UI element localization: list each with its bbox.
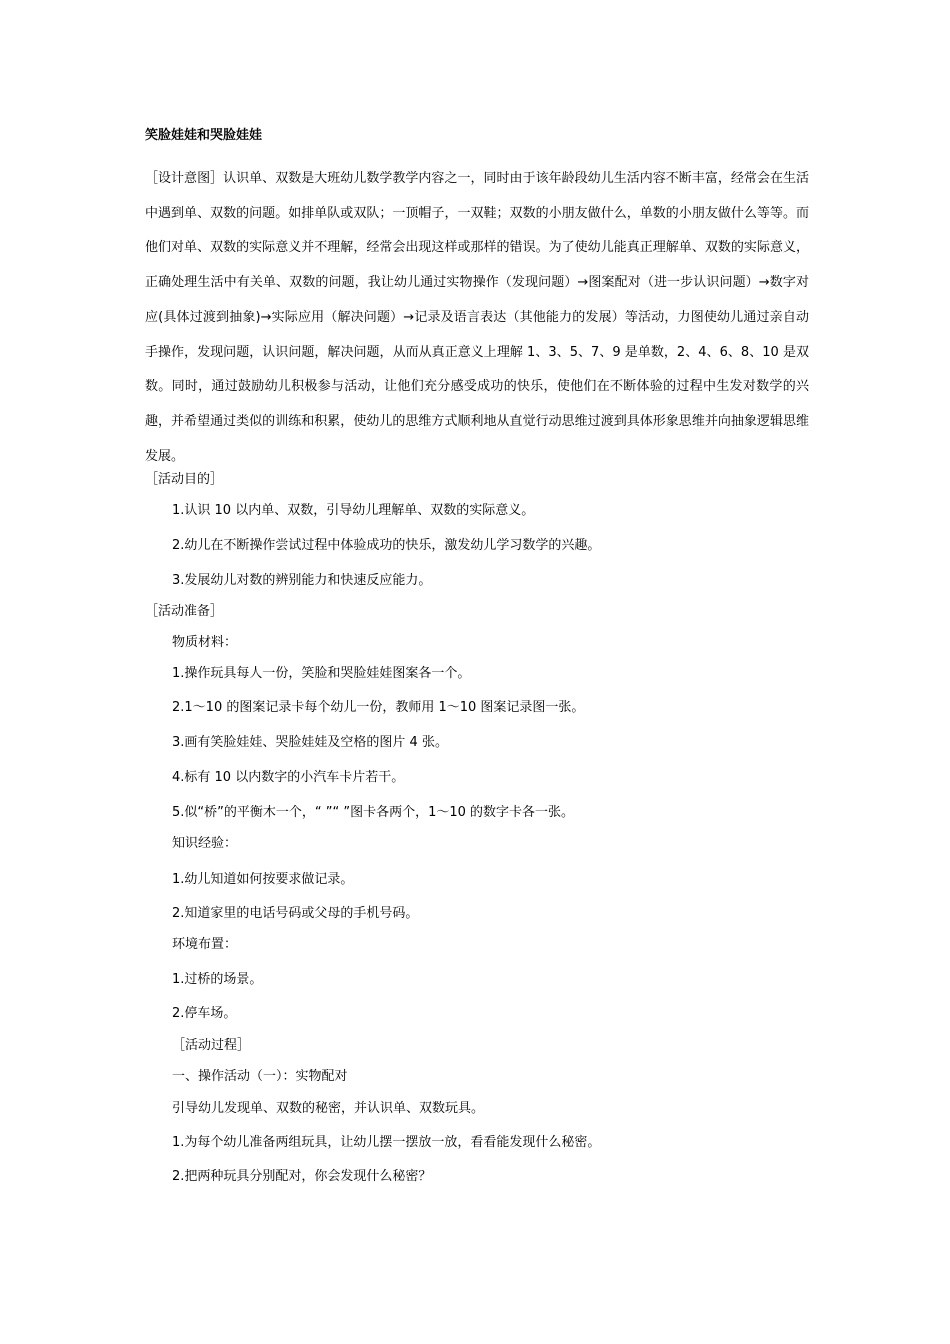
environment-label: 环境布置： [172,937,238,952]
environment-item-2: 2.停车场。 [172,1006,237,1021]
environment-item-1: 1.过桥的场景。 [172,972,263,987]
material-item-3: 3.画有笑脸娃娃、哭脸娃娃及空格的图片 4 张。 [172,735,448,750]
knowledge-label: 知识经验： [172,836,238,851]
goal-item-2: 2.幼儿在不断操作尝试过程中体验成功的快乐，激发幼儿学习数学的兴趣。 [172,538,601,553]
preparation-heading: ［活动准备］ [145,604,224,619]
knowledge-item-2: 2.知道家里的电话号码或父母的手机号码。 [172,906,419,921]
document-title: 笑脸娃娃和哭脸娃娃 [145,128,263,143]
step-1-item-2: 2.把两种玩具分别配对，你会发现什么秘密？ [172,1169,432,1184]
step-1-intro: 引导幼儿发现单、双数的秘密，并认识单、双数玩具。 [172,1101,485,1116]
design-intent-paragraph: ［设计意图］认识单、双数是大班幼儿数学教学内容之一，同时由于该年龄段幼儿生活内容不断丰富，经常会在生活中遇到单、双数的问题。如排单队或双队；一顶帽子，一双鞋；双数的小朋友做什么，单数的小朋友做什么等等。而他们对单、双数的实际意义并不理解，经常会出现这样或那样的错误。为了使幼儿能真正理解单、双数的实际意义，正确处理生活中有关单、双数的问题，我让幼儿通过实物操作（发现问题）→图案配对（进一步认识问题）→数字对应(具体过渡到抽象)→实际应用（解决问题）→记录及语言表达（其他能力的发展）等活动，力图使幼儿通过亲自动手操作，发现问题，认识问题，解决问题，从而从真正意义上理解 1、3、5、7、9 是单数，2、4、6、8、10 是双数。同时，通过鼓励幼儿积极参与活动，让他们充分感受成功的快乐，使他们在不断体验的过程中生发对数学的兴趣，并希望通过类似的训练和积累，使幼儿的思维方式顺利地从直觉行动思维过渡到具体形象思维并向抽象逻辑思维发展。 [145,171,809,464]
process-heading: ［活动过程］ [172,1038,251,1053]
material-item-1: 1.操作玩具每人一份，笑脸和哭脸娃娃图案各一个。 [172,666,471,681]
goals-heading: ［活动目的］ [145,472,224,487]
knowledge-item-1: 1.幼儿知道如何按要求做记录。 [172,872,354,887]
step-1-heading: 一、操作活动（一）：实物配对 [172,1069,348,1084]
materials-label: 物质材料： [172,635,238,650]
step-1-item-1: 1.为每个幼儿准备两组玩具，让幼儿摆一摆放一放，看看能发现什么秘密。 [172,1135,601,1150]
goal-item-3: 3.发展幼儿对数的辨别能力和快速反应能力。 [172,573,432,588]
material-item-5: 5.似“桥”的平衡木一个，“ ”“ ”图卡各两个，1～10 的数字卡各一张。 [172,805,575,820]
material-item-4: 4.标有 10 以内数字的小汽车卡片若干。 [172,770,405,785]
material-item-2: 2.1～10 的图案记录卡每个幼儿一份，教师用 1～10 图案记录图一张。 [172,700,585,715]
goal-item-1: 1.认识 10 以内单、双数，引导幼儿理解单、双数的实际意义。 [172,503,535,518]
